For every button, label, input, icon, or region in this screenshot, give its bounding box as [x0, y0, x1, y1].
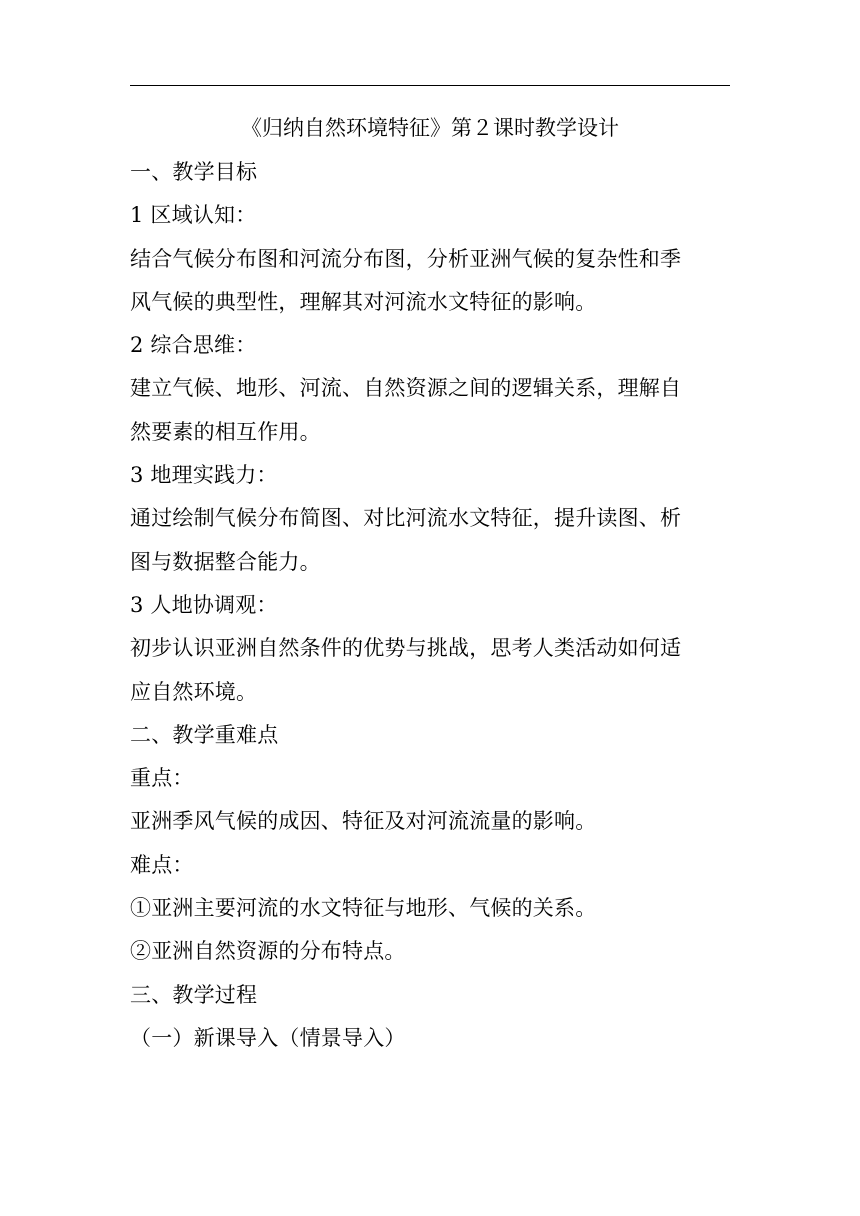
subheading-difficult-point: 难点：	[130, 852, 194, 877]
document-title: 《归纳自然环境特征》第２课时教学设计	[241, 116, 619, 140]
paragraph-line: 图与数据整合能力。	[130, 549, 321, 574]
paragraph-line: 亚洲季风气候的成因、特征及对河流流量的影响。	[130, 809, 597, 834]
objective-heading-regional-cognition: 1 区域认知：	[130, 203, 257, 228]
header-rule	[130, 85, 730, 86]
paragraph-line: 应自然环境。	[130, 679, 258, 704]
list-item: ②亚洲自然资源的分布特点。	[130, 939, 406, 964]
paragraph-line: 建立气候、地形、河流、自然资源之间的逻辑关系，理解自	[130, 376, 682, 401]
objective-heading-integrated-thinking: 2 综合思维：	[130, 333, 257, 358]
paragraph-line: 结合气候分布图和河流分布图，分析亚洲气候的复杂性和季	[130, 246, 682, 271]
paragraph-line: 通过绘制气候分布简图、对比河流水文特征，提升读图、析	[130, 506, 682, 531]
subsection-heading-introduction: （一）新课导入（情景导入）	[130, 1025, 406, 1050]
document-body	[130, 155, 734, 1064]
subheading-key-point: 重点：	[130, 766, 194, 791]
section-heading-teaching-process: 三、教学过程	[130, 982, 258, 1007]
paragraph-line: 风气候的典型性，理解其对河流水文特征的影响。	[130, 289, 597, 314]
objective-heading-geographic-practice: 3 地理实践力：	[130, 463, 278, 488]
paragraph-line: 然要素的相互作用。	[130, 419, 321, 444]
objective-heading-human-earth-harmony: 3 人地协调观：	[130, 592, 278, 617]
list-item: ①亚洲主要河流的水文特征与地形、气候的关系。	[130, 896, 597, 921]
section-heading-key-points: 二、教学重难点	[130, 722, 279, 747]
section-heading-objectives: 一、教学目标	[130, 160, 258, 184]
paragraph-line: 初步认识亚洲自然条件的优势与挑战，思考人类活动如何适	[130, 636, 682, 661]
